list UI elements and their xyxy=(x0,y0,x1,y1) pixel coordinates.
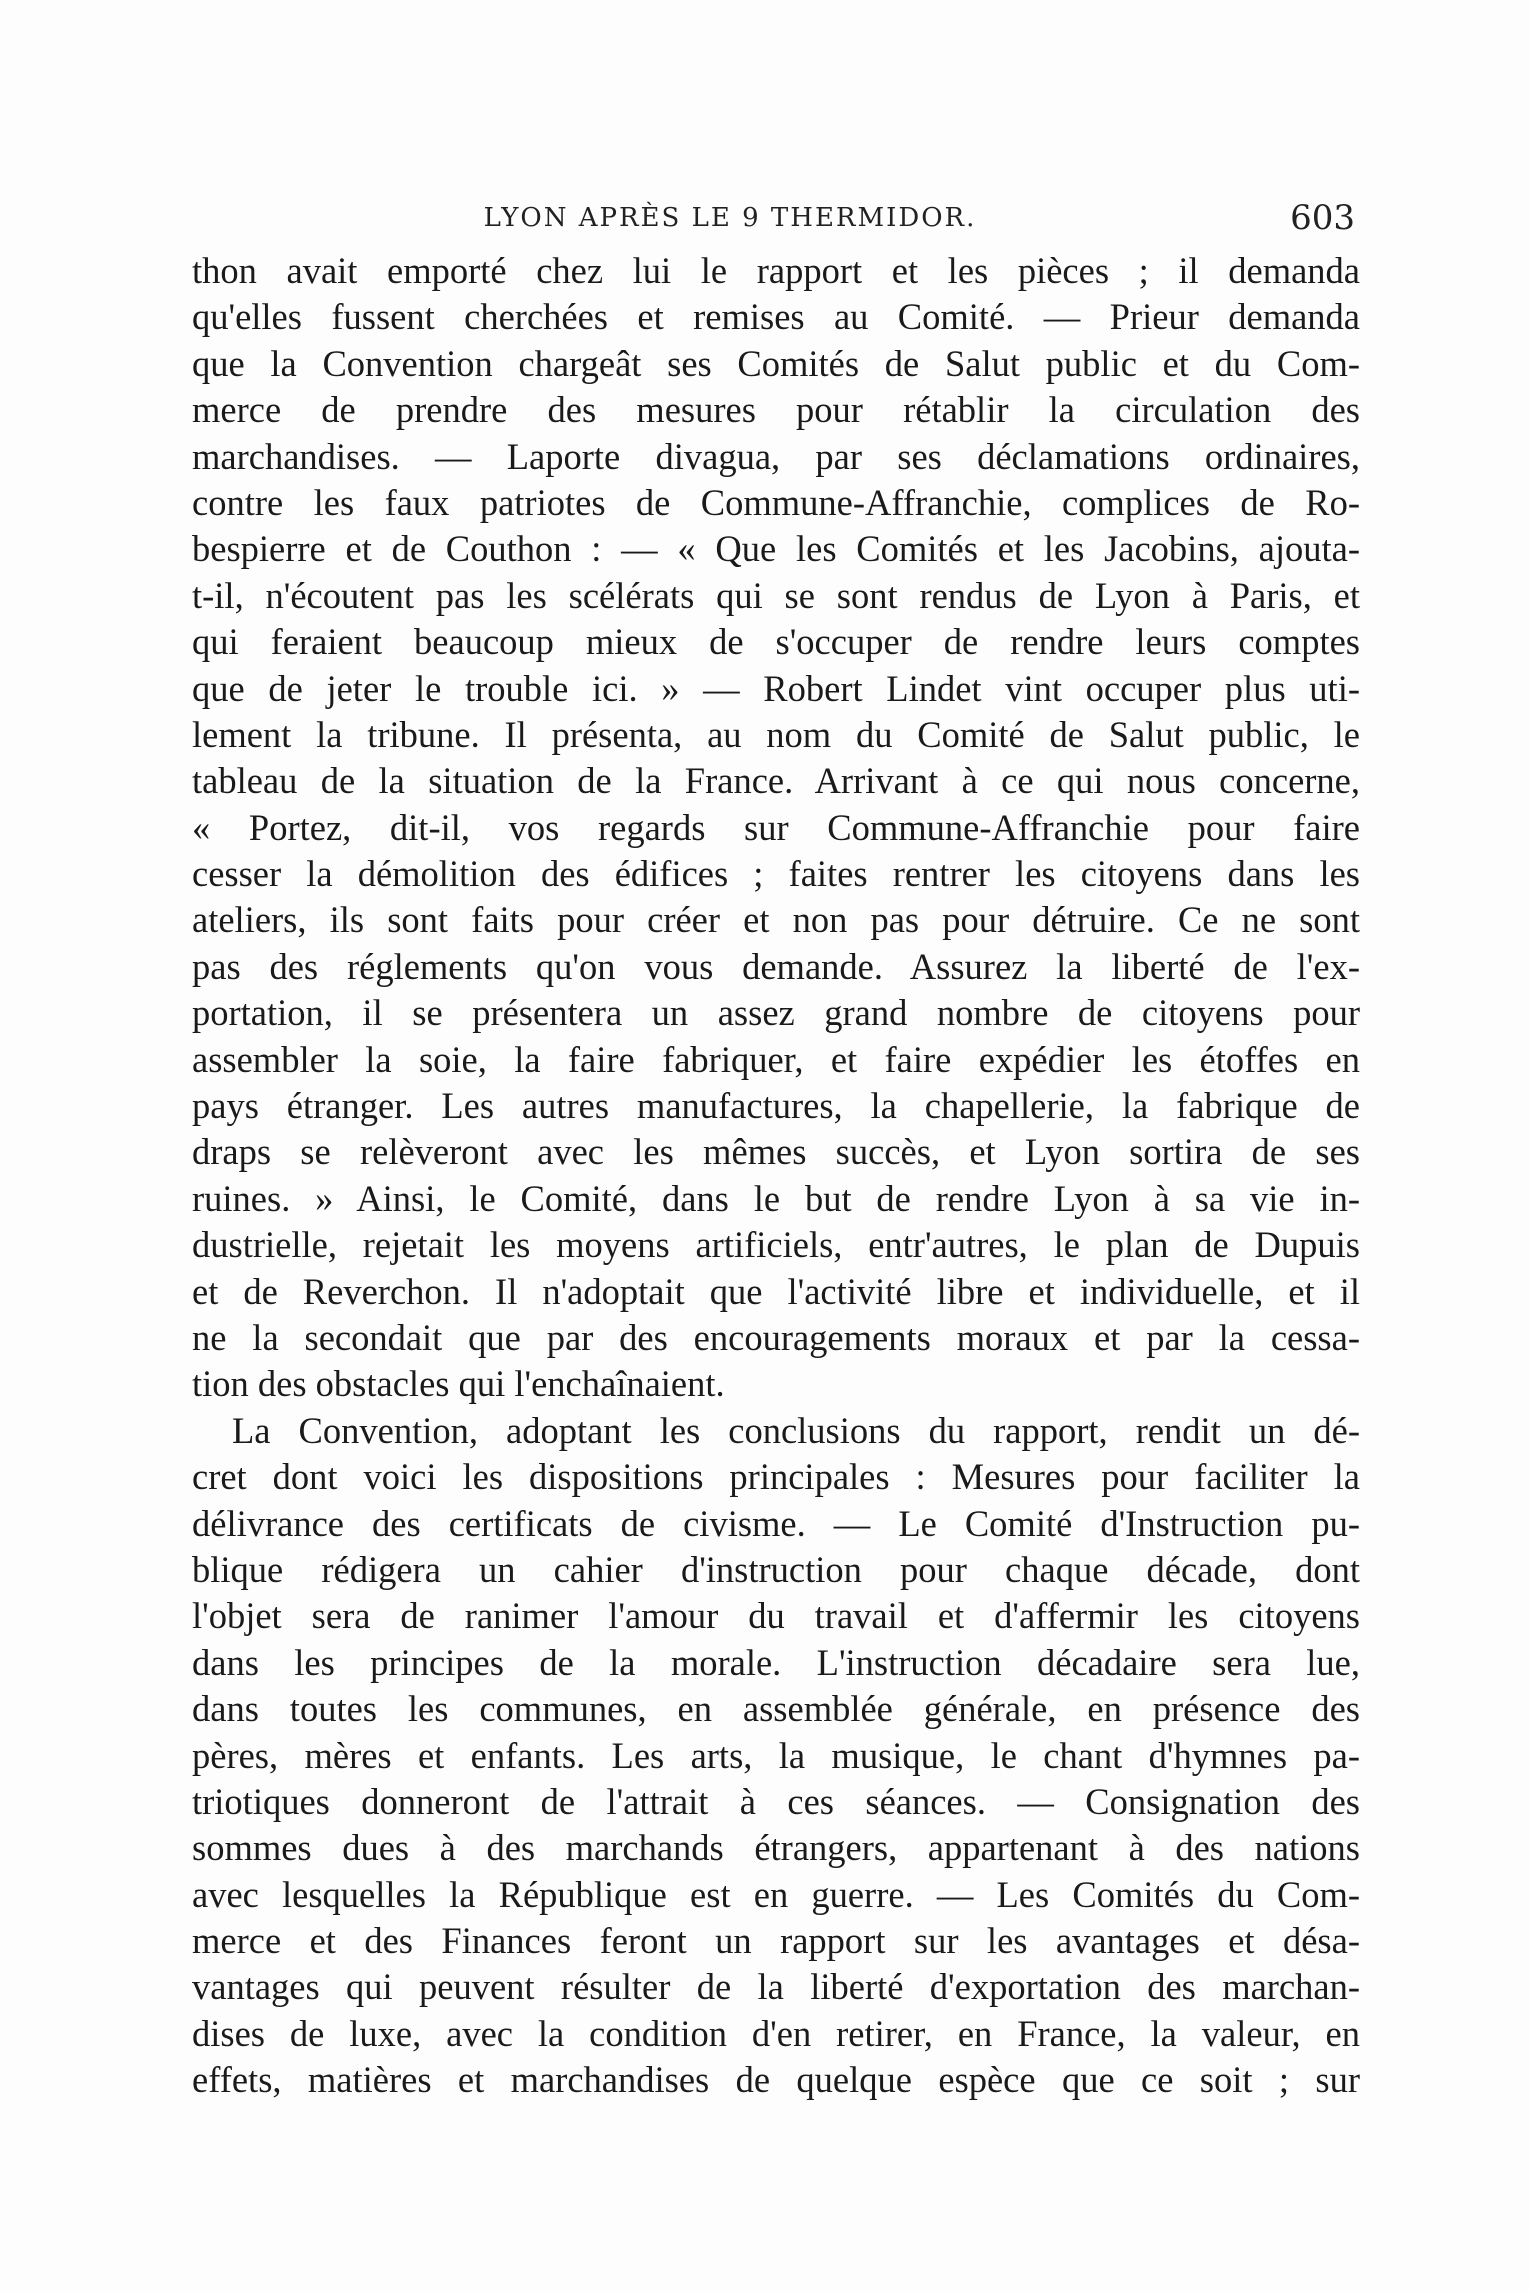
text-line: dustrielle, rejetait les moyens artificiels, entr'autres, le plan de Dupuis xyxy=(192,1224,1360,1266)
text-line: cret dont voici les dispositions principales : Mesures pour faciliter la xyxy=(192,1456,1360,1498)
text-line: ateliers, ils sont faits pour créer et non pas pour détruire. Ce ne sont xyxy=(192,899,1360,941)
text-line: pays étranger. Les autres manufactures, la chapellerie, la fabrique de xyxy=(192,1085,1360,1127)
text-line: pas des réglements qu'on vous demande. Assurez la liberté de l'ex- xyxy=(192,945,1360,987)
text-line: ruines. » Ainsi, le Comité, dans le but de rendre Lyon à sa vie in- xyxy=(192,1177,1360,1219)
text-line: t-il, n'écoutent pas les scélérats qui se sont rendus de Lyon à Paris, et xyxy=(192,574,1360,616)
text-line: que la Convention chargeât ses Comités de Salut public et du Com- xyxy=(192,342,1360,384)
text-line: La Convention, adoptant les conclusions du rapport, rendit un dé- xyxy=(232,1409,1360,1451)
text-line: merce de prendre des mesures pour rétablir la circulation des xyxy=(192,389,1360,431)
text-line: tion des obstacles qui l'enchaînaient. xyxy=(192,1363,725,1405)
text-line: dans toutes les communes, en assemblée générale, en présence des xyxy=(192,1688,1360,1730)
text-line: marchandises. — Laporte divagua, par ses déclamations ordinaires, xyxy=(192,435,1360,477)
text-line: l'objet sera de ranimer l'amour du travail et d'affermir les citoyens xyxy=(192,1595,1360,1637)
paragraph-1 xyxy=(192,248,1360,1408)
text-line: bespierre et de Couthon : — « Que les Comités et les Jacobins, ajouta- xyxy=(192,528,1360,570)
text-line: délivrance des certificats de civisme. — Le Comité d'Instruction pu- xyxy=(192,1502,1360,1544)
text-line: draps se relèveront avec les mêmes succès, et Lyon sortira de ses xyxy=(192,1131,1360,1173)
paragraph-2 xyxy=(192,1408,1360,2104)
page-number: 603 xyxy=(1290,198,1355,238)
text-line: triotiques donneront de l'attrait à ces séances. — Consignation des xyxy=(192,1780,1360,1822)
text-line: blique rédigera un cahier d'instruction pour chaque décade, dont xyxy=(192,1548,1360,1590)
text-line: contre les faux patriotes de Commune-Affranchie, complices de Ro- xyxy=(192,481,1360,523)
text-line: thon avait emporté chez lui le rapport et les pièces ; il demanda xyxy=(192,250,1360,291)
text-line: qui feraient beaucoup mieux de s'occuper de rendre leurs comptes xyxy=(192,621,1360,663)
text-line: cesser la démolition des édifices ; faites rentrer les citoyens dans les xyxy=(192,853,1360,895)
text-line: sommes dues à des marchands étrangers, appartenant à des nations xyxy=(192,1827,1360,1869)
text-line: ne la secondait que par des encouragements moraux et par la cessa- xyxy=(192,1316,1360,1358)
text-line: pères, mères et enfants. Les arts, la musique, le chant d'hymnes pa- xyxy=(192,1734,1360,1776)
running-title: LYON APRÈS LE 9 THERMIDOR. xyxy=(483,203,977,233)
text-line: dans les principes de la morale. L'instruction décadaire sera lue, xyxy=(192,1641,1360,1683)
text-line: « Portez, dit-il, vos regards sur Commune-Affranchie pour faire xyxy=(192,806,1360,848)
text-line: lement la tribune. Il présenta, au nom du Comité de Salut public, le xyxy=(192,713,1360,755)
text-line: dises de luxe, avec la condition d'en retirer, en France, la valeur, en xyxy=(192,2012,1360,2054)
text-line: effets, matières et marchandises de quelque espèce que ce soit ; sur xyxy=(192,2059,1360,2101)
text-line: portation, il se présentera un assez grand nombre de citoyens pour xyxy=(192,992,1360,1034)
page-header xyxy=(195,198,1355,238)
text-line: tableau de la situation de la France. Arrivant à ce qui nous concerne, xyxy=(192,760,1360,802)
text-line: avec lesquelles la République est en guerre. — Les Comités du Com- xyxy=(192,1873,1360,1915)
text-line: vantages qui peuvent résulter de la liberté d'exportation des marchan- xyxy=(192,1966,1360,2008)
text-line: et de Reverchon. Il n'adoptait que l'activité libre et individuelle, et il xyxy=(192,1270,1360,1312)
text-line: que de jeter le trouble ici. » — Robert Lindet vint occuper plus uti- xyxy=(192,667,1360,709)
text-line: assembler la soie, la faire fabriquer, et faire expédier les étoffes en xyxy=(192,1038,1360,1080)
body-text xyxy=(192,248,1360,2104)
text-line: merce et des Finances feront un rapport sur les avantages et désa- xyxy=(192,1920,1360,1962)
text-line: qu'elles fussent cherchées et remises au Comité. — Prieur demanda xyxy=(192,296,1360,338)
